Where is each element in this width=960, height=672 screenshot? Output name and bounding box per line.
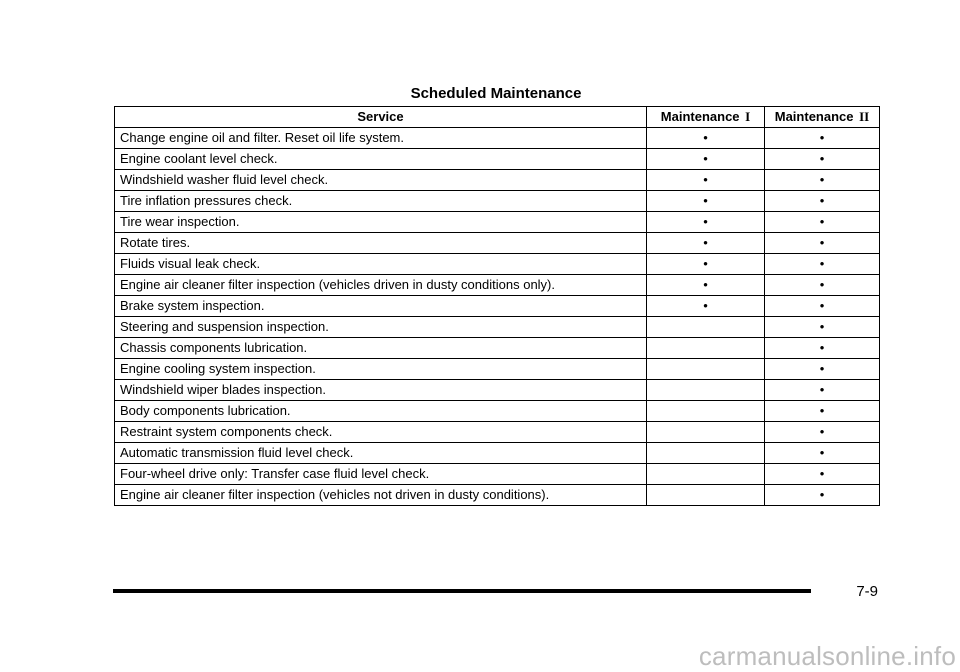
page-number: 7-9 [856, 583, 878, 600]
table-body [115, 128, 880, 506]
maintenance-1-cell: • [647, 170, 765, 191]
table-row [115, 401, 880, 422]
table-row [115, 212, 880, 233]
maintenance-2-cell: • [765, 317, 880, 338]
maintenance-1-cell [647, 380, 765, 401]
maintenance-1-numeral: I [745, 109, 751, 124]
service-cell: Rotate tires. [115, 233, 647, 254]
maintenance-1-cell: • [647, 275, 765, 296]
maintenance-1-cell: • [647, 254, 765, 275]
table-row [115, 275, 880, 296]
service-cell: Engine cooling system inspection. [115, 359, 647, 380]
maintenance-1-cell [647, 443, 765, 464]
table-row [115, 485, 880, 506]
maintenance-1-label: Maintenance [660, 109, 740, 124]
maintenance-2-cell: • [765, 338, 880, 359]
maintenance-2-label: Maintenance [774, 109, 854, 124]
maintenance-2-cell: • [765, 254, 880, 275]
maintenance-1-cell [647, 485, 765, 506]
maintenance-2-cell: • [765, 359, 880, 380]
service-column-header: Service [115, 107, 647, 128]
table-row [115, 191, 880, 212]
service-cell: Tire wear inspection. [115, 212, 647, 233]
maintenance-2-numeral: II [859, 109, 870, 124]
table-row [115, 464, 880, 485]
maintenance-1-cell [647, 317, 765, 338]
service-cell: Windshield wiper blades inspection. [115, 380, 647, 401]
maintenance-table [114, 106, 880, 506]
maintenance-2-cell: • [765, 170, 880, 191]
service-cell: Engine air cleaner filter inspection (vehicles not driven in dusty conditions). [115, 485, 647, 506]
watermark-text: carmanualsonline.info [698, 641, 956, 671]
service-cell: Body components lubrication. [115, 401, 647, 422]
maintenance-1-cell [647, 464, 765, 485]
service-cell: Windshield washer fluid level check. [115, 170, 647, 191]
maintenance-1-cell: • [647, 233, 765, 254]
service-cell: Steering and suspension inspection. [115, 317, 647, 338]
maintenance-2-cell: • [765, 422, 880, 443]
maintenance-2-cell: • [765, 401, 880, 422]
maintenance-2-column-header [765, 107, 880, 128]
maintenance-2-cell: • [765, 212, 880, 233]
table-row [115, 380, 880, 401]
maintenance-1-cell [647, 359, 765, 380]
table-row [115, 128, 880, 149]
maintenance-2-cell: • [765, 275, 880, 296]
maintenance-1-cell: • [647, 296, 765, 317]
service-cell: Fluids visual leak check. [115, 254, 647, 275]
maintenance-2-cell: • [765, 233, 880, 254]
maintenance-1-cell: • [647, 191, 765, 212]
page-title: Scheduled Maintenance [410, 85, 582, 102]
footer-divider [113, 589, 811, 593]
maintenance-1-cell [647, 338, 765, 359]
service-cell: Tire inflation pressures check. [115, 191, 647, 212]
table-row [115, 317, 880, 338]
maintenance-1-cell: • [647, 149, 765, 170]
table-row [115, 170, 880, 191]
maintenance-1-cell: • [647, 212, 765, 233]
maintenance-1-cell [647, 422, 765, 443]
maintenance-2-cell: • [765, 485, 880, 506]
maintenance-2-cell: • [765, 191, 880, 212]
service-cell: Restraint system components check. [115, 422, 647, 443]
table-row [115, 233, 880, 254]
maintenance-2-cell: • [765, 464, 880, 485]
table-row [115, 359, 880, 380]
service-cell: Engine air cleaner filter inspection (vehicles driven in dusty conditions only). [115, 275, 647, 296]
maintenance-2-cell: • [765, 296, 880, 317]
maintenance-2-cell: • [765, 443, 880, 464]
service-cell: Change engine oil and filter. Reset oil life system. [115, 128, 647, 149]
table-row [115, 443, 880, 464]
table-row [115, 149, 880, 170]
table-row [115, 254, 880, 275]
maintenance-2-cell: • [765, 380, 880, 401]
service-cell: Engine coolant level check. [115, 149, 647, 170]
table-row [115, 338, 880, 359]
maintenance-2-cell: • [765, 149, 880, 170]
maintenance-1-cell [647, 401, 765, 422]
maintenance-1-cell: • [647, 128, 765, 149]
service-cell: Automatic transmission fluid level check. [115, 443, 647, 464]
service-cell: Chassis components lubrication. [115, 338, 647, 359]
table-row [115, 296, 880, 317]
table-row [115, 422, 880, 443]
maintenance-1-column-header [647, 107, 765, 128]
maintenance-2-cell: • [765, 128, 880, 149]
service-cell: Brake system inspection. [115, 296, 647, 317]
service-cell: Four-wheel drive only: Transfer case fluid level check. [115, 464, 647, 485]
table-header-row [115, 107, 880, 128]
